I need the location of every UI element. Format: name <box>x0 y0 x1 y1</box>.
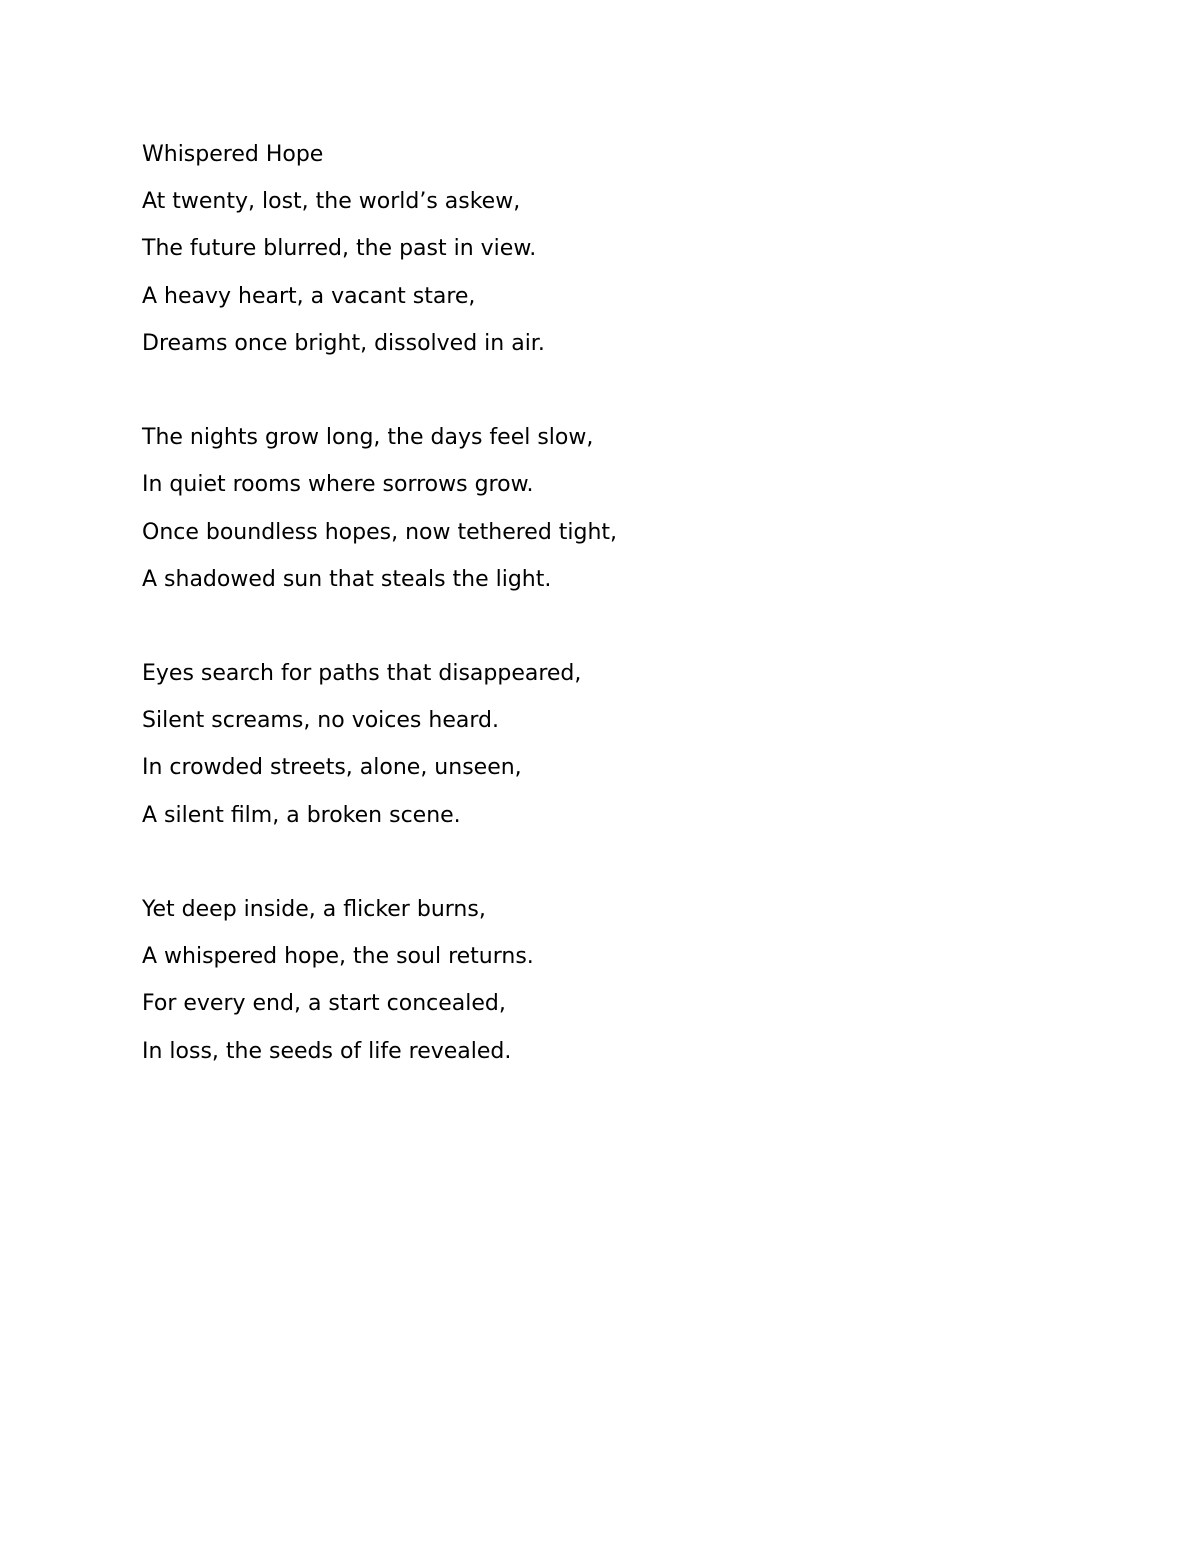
poem-line: Dreams once bright, dissolved in air. <box>142 330 545 356</box>
poem-line: In quiet rooms where sorrows grow. <box>142 472 534 498</box>
poem-line: A silent film, a broken scene. <box>142 802 461 828</box>
poem <box>142 138 1042 1082</box>
poem-line: For every end, a start concealed, <box>142 991 506 1017</box>
poem-line: Once boundless hopes, now tethered tight, <box>142 519 618 545</box>
poem-line: Yet deep inside, a flicker burns, <box>142 897 486 922</box>
stanza-break <box>142 610 1042 657</box>
poem-line: Silent screams, no voices heard. <box>142 708 499 734</box>
poem-line: The nights grow long, the days feel slow, <box>142 425 594 451</box>
poem-line: The future blurred, the past in view. <box>142 236 537 262</box>
stanza-break <box>142 846 1042 893</box>
poem-line: In loss, the seeds of life revealed. <box>142 1038 512 1064</box>
poem-line: Eyes search for paths that disappeared, <box>142 661 582 687</box>
stanza-4 <box>142 893 1042 1082</box>
poem-line: A heavy heart, a vacant stare, <box>142 283 476 309</box>
stanza-1 <box>142 185 1042 374</box>
poem-line: At twenty, lost, the world’s askew, <box>142 189 521 215</box>
poem-line: A whispered hope, the soul returns. <box>142 944 534 970</box>
stanza-break <box>142 374 1042 421</box>
stanza-2 <box>142 421 1042 610</box>
stanza-3 <box>142 657 1042 846</box>
poem-line: A shadowed sun that steals the light. <box>142 566 552 592</box>
poem-line: In crowded streets, alone, unseen, <box>142 755 522 781</box>
poem-title: Whispered Hope <box>142 142 324 167</box>
